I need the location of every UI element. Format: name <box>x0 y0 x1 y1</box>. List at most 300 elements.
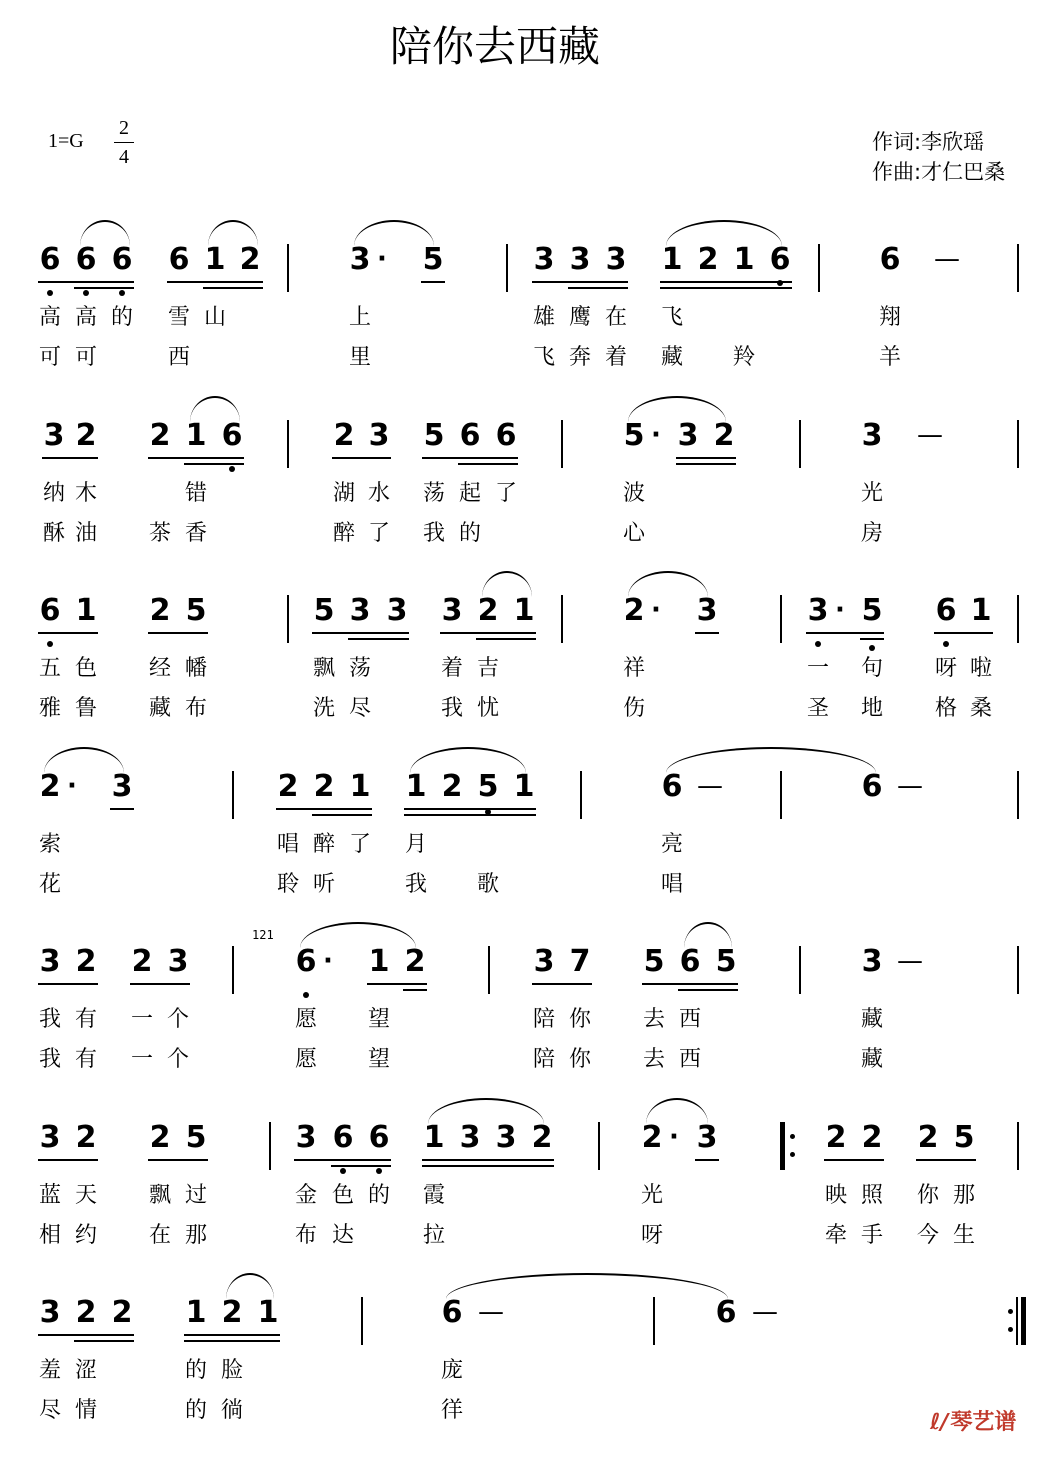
note: 1 <box>349 769 371 804</box>
note: 3 <box>386 593 408 628</box>
lyric: 光 <box>640 1183 663 1208</box>
beam-underline <box>676 457 736 459</box>
note: 6 <box>39 593 61 628</box>
composer-credit: 作曲:才仁巴桑 <box>872 160 1006 184</box>
lyric: 索 <box>38 832 61 857</box>
score-system-6 <box>0 1120 1039 1290</box>
beam-underline <box>916 1159 976 1161</box>
lyric: 的 <box>367 1183 390 1208</box>
logo-mark-icon: ℓ∕ <box>930 1410 949 1435</box>
lyric: 洗 <box>312 696 335 721</box>
low-octave-dot <box>943 641 949 647</box>
lyric: 西 <box>678 1007 701 1032</box>
note: 2 <box>75 944 97 979</box>
note: 2 <box>239 242 261 277</box>
barline <box>232 946 234 994</box>
lyric: 香 <box>184 521 207 546</box>
beam-underline <box>422 1165 554 1167</box>
beam-underline <box>276 808 372 810</box>
beam-underline <box>184 1340 280 1342</box>
beam-underline <box>348 638 409 640</box>
low-octave-dot <box>119 290 125 296</box>
lyric: 一 <box>806 656 829 681</box>
note: 3 <box>441 593 463 628</box>
lyric: 油 <box>74 521 97 546</box>
note: 6 <box>715 1295 737 1330</box>
lyric: 奔 <box>568 345 591 370</box>
beam-underline <box>38 632 98 634</box>
lyric: 伤 <box>622 696 645 721</box>
lyric: 月 <box>404 832 427 857</box>
lyric: 醉 <box>332 521 355 546</box>
lyric: 藏 <box>860 1047 883 1072</box>
barline <box>598 1122 600 1170</box>
note: 5 <box>313 593 335 628</box>
note: 2 <box>131 944 153 979</box>
beam-underline <box>422 1159 554 1161</box>
barline <box>287 420 289 468</box>
lyric: 过 <box>184 1183 207 1208</box>
note: 3 <box>368 418 390 453</box>
lyric: 那 <box>184 1223 207 1248</box>
lyric: 花 <box>38 872 61 897</box>
beam-underline <box>148 457 244 459</box>
low-octave-dot <box>229 466 235 472</box>
lyric: 今 <box>916 1223 939 1248</box>
barline <box>818 244 820 292</box>
low-octave-dot <box>83 290 89 296</box>
note: 2 <box>825 1120 847 1155</box>
extension-dash: — <box>697 771 723 801</box>
lyric: 我 <box>404 872 427 897</box>
beam-underline <box>331 1165 391 1167</box>
lyric: 在 <box>604 305 627 330</box>
lyric: 上 <box>348 305 371 330</box>
note: 1 <box>423 1120 445 1155</box>
beam-underline <box>294 1159 391 1161</box>
note: 5 <box>861 593 883 628</box>
note: 1 <box>257 1295 279 1330</box>
beam-underline <box>130 983 190 985</box>
note: 5 <box>953 1120 975 1155</box>
augmentation-dot: · <box>67 771 77 801</box>
note: 3 <box>39 944 61 979</box>
note: 2 <box>39 769 61 804</box>
lyric: 布 <box>184 696 207 721</box>
extension-dash: — <box>917 420 943 450</box>
lyric: 了 <box>367 521 390 546</box>
note: 1 <box>204 242 226 277</box>
barline <box>488 946 490 994</box>
lyric: 西 <box>678 1047 701 1072</box>
note: 2 <box>149 593 171 628</box>
beam-underline <box>312 632 409 634</box>
lyric: 尽 <box>38 1398 61 1423</box>
lyric: 荡 <box>422 481 445 506</box>
note: 6 <box>168 242 190 277</box>
beam-underline <box>38 281 134 283</box>
lyric: 桑 <box>969 696 992 721</box>
barline <box>1017 946 1019 994</box>
note: 6 <box>221 418 243 453</box>
note: 3 <box>295 1120 317 1155</box>
lyric: 茶 <box>148 521 171 546</box>
note: 5 <box>185 593 207 628</box>
lyric: 房 <box>860 521 883 546</box>
beam-underline <box>422 457 518 459</box>
augmentation-dot: · <box>323 946 333 976</box>
lyric: 醉 <box>312 832 335 857</box>
lyric: 吉 <box>476 656 499 681</box>
note: 3 <box>39 1120 61 1155</box>
score-system-1 <box>0 242 1039 412</box>
barline <box>1017 420 1019 468</box>
note: 3 <box>111 769 133 804</box>
note: 6 <box>661 769 683 804</box>
beam-underline <box>184 463 244 465</box>
note: 3 <box>696 1120 718 1155</box>
beam-underline <box>203 287 263 289</box>
lyric: 望 <box>367 1047 390 1072</box>
slur <box>80 220 130 246</box>
lyric: 波 <box>622 481 645 506</box>
note: 3 <box>495 1120 517 1155</box>
lyric: 手 <box>860 1223 883 1248</box>
lyric: 的 <box>184 1358 207 1383</box>
beam-underline <box>660 287 792 289</box>
beam-underline <box>42 457 98 459</box>
lyric: 圣 <box>806 696 829 721</box>
note: 3 <box>43 418 65 453</box>
lyric: 我 <box>38 1047 61 1072</box>
note: 6 <box>111 242 133 277</box>
barline <box>780 595 782 643</box>
beam-underline <box>860 638 884 640</box>
lyric: 句 <box>860 656 883 681</box>
beam-underline <box>110 808 134 810</box>
low-octave-dot <box>340 1168 346 1174</box>
time-signature-top: 2 <box>119 117 129 139</box>
lyric: 尽 <box>348 696 371 721</box>
barline <box>1017 771 1019 819</box>
lyric: 高 <box>38 305 61 330</box>
lyric: 你 <box>916 1183 939 1208</box>
augmentation-dot: · <box>669 1122 679 1152</box>
barline <box>1017 595 1019 643</box>
slur <box>666 220 782 246</box>
note: 1 <box>185 1295 207 1330</box>
lyric: 唱 <box>276 832 299 857</box>
note: 3 <box>349 242 371 277</box>
lyric: 陪 <box>532 1007 555 1032</box>
low-octave-dot <box>47 290 53 296</box>
note: 6 <box>459 418 481 453</box>
note: 1 <box>661 242 683 277</box>
lyric: 鲁 <box>74 696 97 721</box>
beam-underline <box>934 632 993 634</box>
beam-underline <box>532 281 628 283</box>
lyric: 色 <box>331 1183 354 1208</box>
note: 6 <box>769 242 791 277</box>
beam-underline <box>38 983 98 985</box>
beam-underline <box>38 1334 134 1336</box>
lyric: 拉 <box>422 1223 445 1248</box>
lyric: 霞 <box>422 1183 445 1208</box>
repeat-dot <box>790 1152 795 1157</box>
barline <box>799 946 801 994</box>
lyric: 相 <box>38 1223 61 1248</box>
lyric: 涩 <box>74 1358 97 1383</box>
low-octave-dot <box>777 280 783 286</box>
note: 6 <box>935 593 957 628</box>
note: 6 <box>39 242 61 277</box>
barline <box>561 420 563 468</box>
lyric: 格 <box>934 696 957 721</box>
lyric: 雪 <box>167 305 190 330</box>
repeat-start-barline <box>780 1122 785 1170</box>
extension-dash: — <box>752 1297 778 1327</box>
barline <box>780 771 782 819</box>
lyric: 亮 <box>660 832 683 857</box>
note: 3 <box>533 944 555 979</box>
lyric: 鹰 <box>568 305 591 330</box>
lyric: 雄 <box>532 305 555 330</box>
lyric: 祥 <box>622 656 645 681</box>
lyric: 色 <box>74 656 97 681</box>
note: 6 <box>879 242 901 277</box>
note: 2 <box>111 1295 133 1330</box>
note: 6 <box>295 944 317 979</box>
note: 3 <box>696 593 718 628</box>
lyric: 酥 <box>42 521 65 546</box>
note: 6 <box>441 1295 463 1330</box>
note: 2 <box>75 1120 97 1155</box>
lyric: 去 <box>642 1007 665 1032</box>
logo-text: 琴艺谱 <box>950 1410 1017 1435</box>
lyric: 庞 <box>440 1358 463 1383</box>
note: 1 <box>970 593 992 628</box>
barline <box>287 244 289 292</box>
note: 1 <box>368 944 390 979</box>
beam-underline <box>695 632 719 634</box>
note: 2 <box>333 418 355 453</box>
lyric: 的 <box>184 1398 207 1423</box>
slur <box>208 220 258 246</box>
beam-underline <box>642 983 738 985</box>
lyric: 羞 <box>38 1358 61 1383</box>
note: 6 <box>495 418 517 453</box>
note: 2 <box>531 1120 553 1155</box>
note: 3 <box>167 944 189 979</box>
beam-underline <box>38 1159 98 1161</box>
beam-underline <box>421 281 445 283</box>
lyric: 呀 <box>640 1223 663 1248</box>
lyric: 你 <box>568 1047 591 1072</box>
beam-underline <box>148 632 208 634</box>
lyric: 金 <box>294 1183 317 1208</box>
beam-underline <box>367 983 427 985</box>
lyric: 啦 <box>969 656 992 681</box>
augmentation-dot: · <box>377 244 387 274</box>
lyric: 愿 <box>294 1047 317 1072</box>
lyric: 陪 <box>532 1047 555 1072</box>
slur <box>354 220 434 246</box>
note: 6 <box>679 944 701 979</box>
note: 5 <box>643 944 665 979</box>
extension-dash: — <box>897 771 923 801</box>
beam-underline <box>440 632 536 634</box>
lyric: 有 <box>74 1007 97 1032</box>
lyric: 的 <box>458 521 481 546</box>
note: 3 <box>861 418 883 453</box>
lyric: 起 <box>458 481 481 506</box>
lyric: 飘 <box>148 1183 171 1208</box>
repeat-end-barline <box>1016 1297 1018 1345</box>
note: 6 <box>368 1120 390 1155</box>
beam-underline <box>332 457 391 459</box>
lyric: 徉 <box>440 1398 463 1423</box>
note: 2 <box>149 418 171 453</box>
beam-underline <box>676 463 736 465</box>
beam-underline <box>184 1334 280 1336</box>
note: 3 <box>861 944 883 979</box>
barline <box>653 1297 655 1345</box>
site-logo[interactable] <box>930 1405 1016 1436</box>
lyric: 在 <box>148 1223 171 1248</box>
note: 2 <box>623 593 645 628</box>
key-signature: 1=G <box>48 130 84 152</box>
lyric: 羊 <box>878 345 901 370</box>
lyric: 地 <box>860 696 883 721</box>
note: 2 <box>221 1295 243 1330</box>
note: 1 <box>405 769 427 804</box>
lyric: 羚 <box>732 345 755 370</box>
lyric: 徜 <box>220 1398 243 1423</box>
beam-underline <box>568 287 628 289</box>
lyric: 我 <box>422 521 445 546</box>
beam-underline <box>660 281 792 283</box>
repeat-dot <box>790 1134 795 1139</box>
augmentation-dot: · <box>835 595 845 625</box>
beam-underline <box>74 287 134 289</box>
note: 2 <box>277 769 299 804</box>
lyric: 经 <box>148 656 171 681</box>
beam-underline <box>476 638 536 640</box>
lyric: 蓝 <box>38 1183 61 1208</box>
beam-underline <box>458 463 518 465</box>
lyric: 纳 <box>42 481 65 506</box>
note: 2 <box>149 1120 171 1155</box>
repeat-end-thick-barline <box>1021 1297 1026 1345</box>
note: 1 <box>185 418 207 453</box>
lyric: 个 <box>166 1047 189 1072</box>
lyric: 有 <box>74 1047 97 1072</box>
note: 2 <box>641 1120 663 1155</box>
repeat-dot <box>1008 1309 1013 1314</box>
beam-underline <box>403 989 427 991</box>
beam-underline <box>404 814 536 816</box>
note: 2 <box>713 418 735 453</box>
note: 3 <box>569 242 591 277</box>
note: 1 <box>513 593 535 628</box>
note: 1 <box>733 242 755 277</box>
low-octave-dot <box>815 641 821 647</box>
note: 5 <box>623 418 645 453</box>
lyric: 愿 <box>294 1007 317 1032</box>
barline <box>506 244 508 292</box>
barline <box>232 771 234 819</box>
extension-dash: — <box>934 244 960 274</box>
note: 2 <box>75 1295 97 1330</box>
barline <box>799 420 801 468</box>
barline <box>287 595 289 643</box>
lyric: 忧 <box>476 696 499 721</box>
lyric: 可 <box>74 345 97 370</box>
lyric: 的 <box>110 305 133 330</box>
lyric: 牵 <box>824 1223 847 1248</box>
lyric: 布 <box>294 1223 317 1248</box>
score-system-4 <box>0 769 1039 939</box>
lyric: 里 <box>348 345 371 370</box>
lyric: 望 <box>367 1007 390 1032</box>
barline <box>561 595 563 643</box>
note: 7 <box>569 944 591 979</box>
lyric: 幡 <box>184 656 207 681</box>
lyric: 约 <box>74 1223 97 1248</box>
note: 6 <box>861 769 883 804</box>
lyric: 聆 <box>276 872 299 897</box>
lyric: 飞 <box>660 305 683 330</box>
note: 3 <box>459 1120 481 1155</box>
lyric: 心 <box>622 521 645 546</box>
barline <box>269 1122 271 1170</box>
note: 5 <box>477 769 499 804</box>
lyric: 飘 <box>312 656 335 681</box>
grace-notes: 121 <box>252 928 274 942</box>
note: 2 <box>75 418 97 453</box>
lyric: 湖 <box>332 481 355 506</box>
beam-underline <box>806 632 884 634</box>
note: 3 <box>677 418 699 453</box>
lyric: 错 <box>184 481 207 506</box>
lyric: 翔 <box>878 305 901 330</box>
lyric: 了 <box>348 832 371 857</box>
note: 2 <box>477 593 499 628</box>
note: 2 <box>861 1120 883 1155</box>
note: 2 <box>917 1120 939 1155</box>
extension-dash: — <box>478 1297 504 1327</box>
time-signature-bottom: 4 <box>114 142 134 171</box>
beam-underline <box>824 1159 884 1161</box>
lyric: 山 <box>203 305 226 330</box>
beam-underline <box>312 814 372 816</box>
lyric: 了 <box>494 481 517 506</box>
barline <box>1017 244 1019 292</box>
lyric: 高 <box>74 305 97 330</box>
note: 1 <box>513 769 535 804</box>
lyric: 歌 <box>476 872 499 897</box>
score-system-7 <box>0 1295 1039 1465</box>
lyric: 木 <box>74 481 97 506</box>
lyric: 映 <box>824 1183 847 1208</box>
lyric: 西 <box>167 345 190 370</box>
note: 5 <box>423 418 445 453</box>
score-system-5 <box>0 928 1039 1114</box>
lyric: 照 <box>860 1183 883 1208</box>
lyric: 唱 <box>660 872 683 897</box>
extension-dash: — <box>897 946 923 976</box>
beam-underline <box>74 1340 134 1342</box>
